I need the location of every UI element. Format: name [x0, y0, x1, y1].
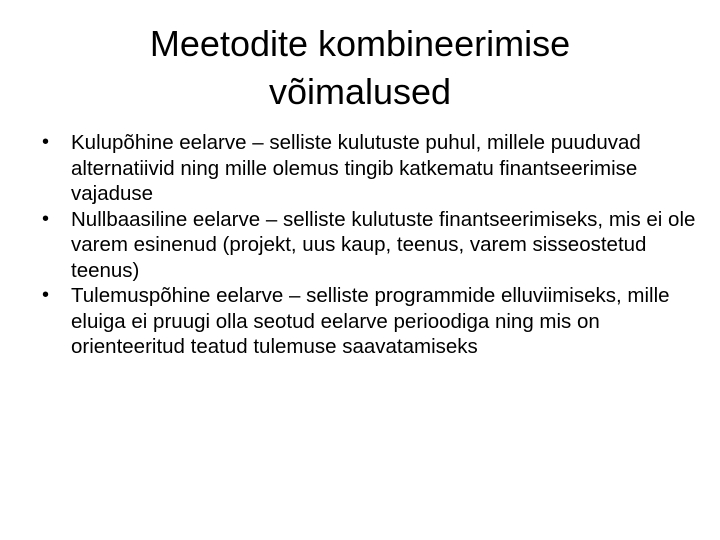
- slide-title-line-1: Meetodite kombineerimise: [149, 23, 571, 64]
- bullet-text: Nullbaasiline eelarve – selliste kulutuste finantseerimiseks, mis ei ole varem esinenud (projekt, uus kaup, teenus, varem sisseostetud teenus): [71, 207, 696, 282]
- bullet-list: [42, 130, 702, 360]
- bullet-text: Kulupõhine eelarve – selliste kulutuste puhul, millele puuduvad alternatiivid ning mille olemus tingib katkematu finantseerimise vajaduse: [71, 131, 641, 205]
- bullet-item-3: [42, 283, 702, 360]
- slide-title-line-2: võimalused: [268, 71, 452, 112]
- bullet-marker: •: [42, 131, 50, 153]
- bullet-item-1: [42, 130, 702, 207]
- slide-title: [36, 20, 684, 116]
- bullet-item-2: [42, 207, 702, 284]
- bullet-marker: •: [42, 207, 50, 230]
- bullet-text: Tulemuspõhine eelarve – selliste programmide elluviimiseks, mille eluiga ei pruugi olla seotud eelarve perioodiga ning mis on orienteeritud teatud tulemuse saavatamiseks: [71, 284, 670, 358]
- bullet-marker: •: [42, 284, 50, 306]
